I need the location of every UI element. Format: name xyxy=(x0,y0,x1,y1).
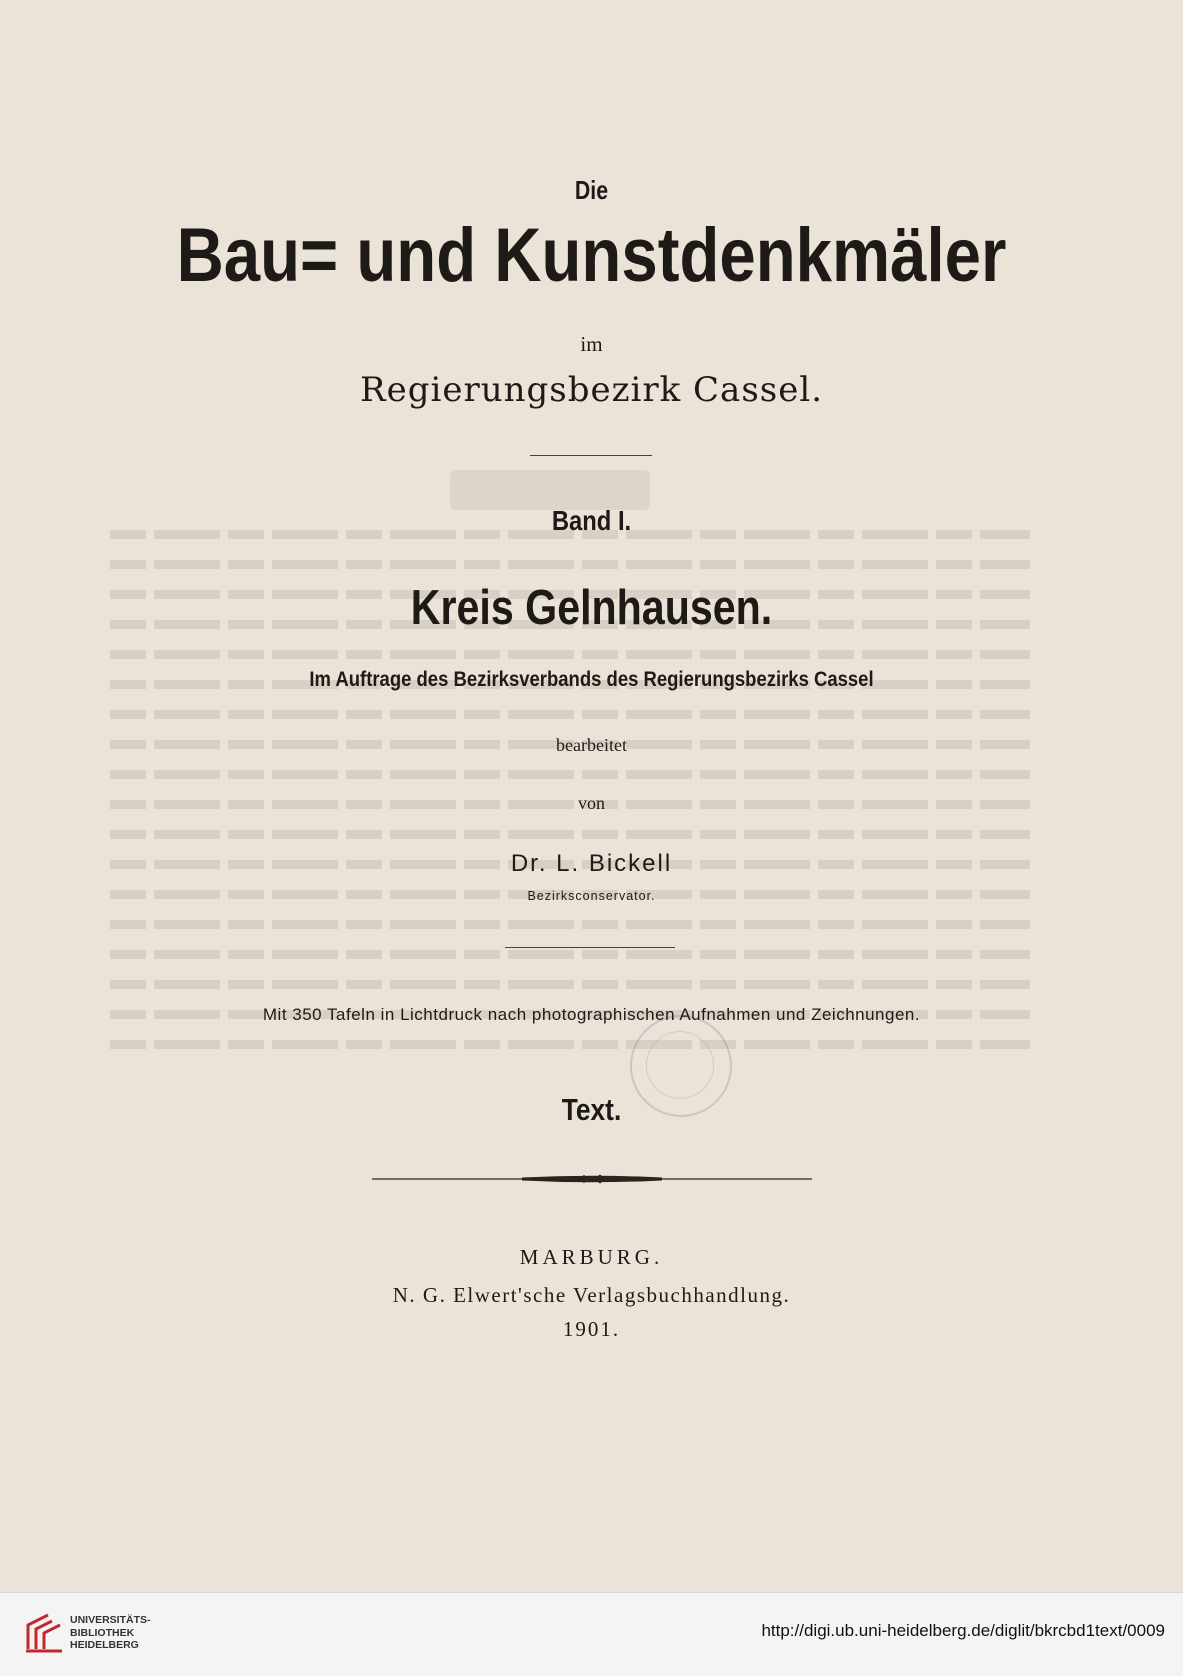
library-name[interactable] xyxy=(70,1614,151,1652)
by-label: von xyxy=(578,793,605,813)
divider-rule xyxy=(505,947,675,948)
bleed-through-heading xyxy=(450,470,650,510)
edited-label: bearbeitet xyxy=(556,735,627,755)
author-role: Bezirksconservator. xyxy=(527,889,656,903)
volume-label: Band I. xyxy=(551,505,632,536)
permalink-url[interactable]: http://digi.ub.uni-heidelberg.de/diglit/bkrcbd1text/0009 xyxy=(761,1621,1165,1640)
publisher-name: N. G. Elwert'sche Verlagsbuchhandlung. xyxy=(392,1283,791,1307)
heidelberg-library-logo-icon[interactable] xyxy=(22,1609,68,1655)
district-title: Kreis Gelnhausen. xyxy=(410,581,773,635)
divider-rule xyxy=(530,455,652,456)
publication-year: 1901. xyxy=(562,1317,621,1341)
library-name-line: HEIDELBERG xyxy=(70,1639,139,1651)
commission-line: Im Auftrage des Bezirksverbands des Regierungsbezirks Cassel xyxy=(309,668,874,691)
plates-note: Mit 350 Tafeln in Lichtdruck nach photographischen Aufnahmen und Zeichnungen. xyxy=(262,1005,921,1024)
main-title: Bau= und Kunstdenkmäler xyxy=(176,213,1007,298)
library-name-line: UNIVERSITÄTS- xyxy=(70,1614,151,1626)
viewer-footer xyxy=(0,1592,1183,1676)
publication-place: MARBURG. xyxy=(519,1245,664,1269)
text-volume-label: Text. xyxy=(561,1092,622,1127)
author-name: Dr. L. Bickell xyxy=(510,850,673,877)
title-article: Die xyxy=(574,175,609,205)
ornamental-rule-icon xyxy=(372,1172,812,1186)
library-name-line: BIBLIOTHEK xyxy=(70,1626,135,1639)
title-im: im xyxy=(580,332,603,356)
region-title: Regierungsbezirk Cassel. xyxy=(359,370,824,410)
